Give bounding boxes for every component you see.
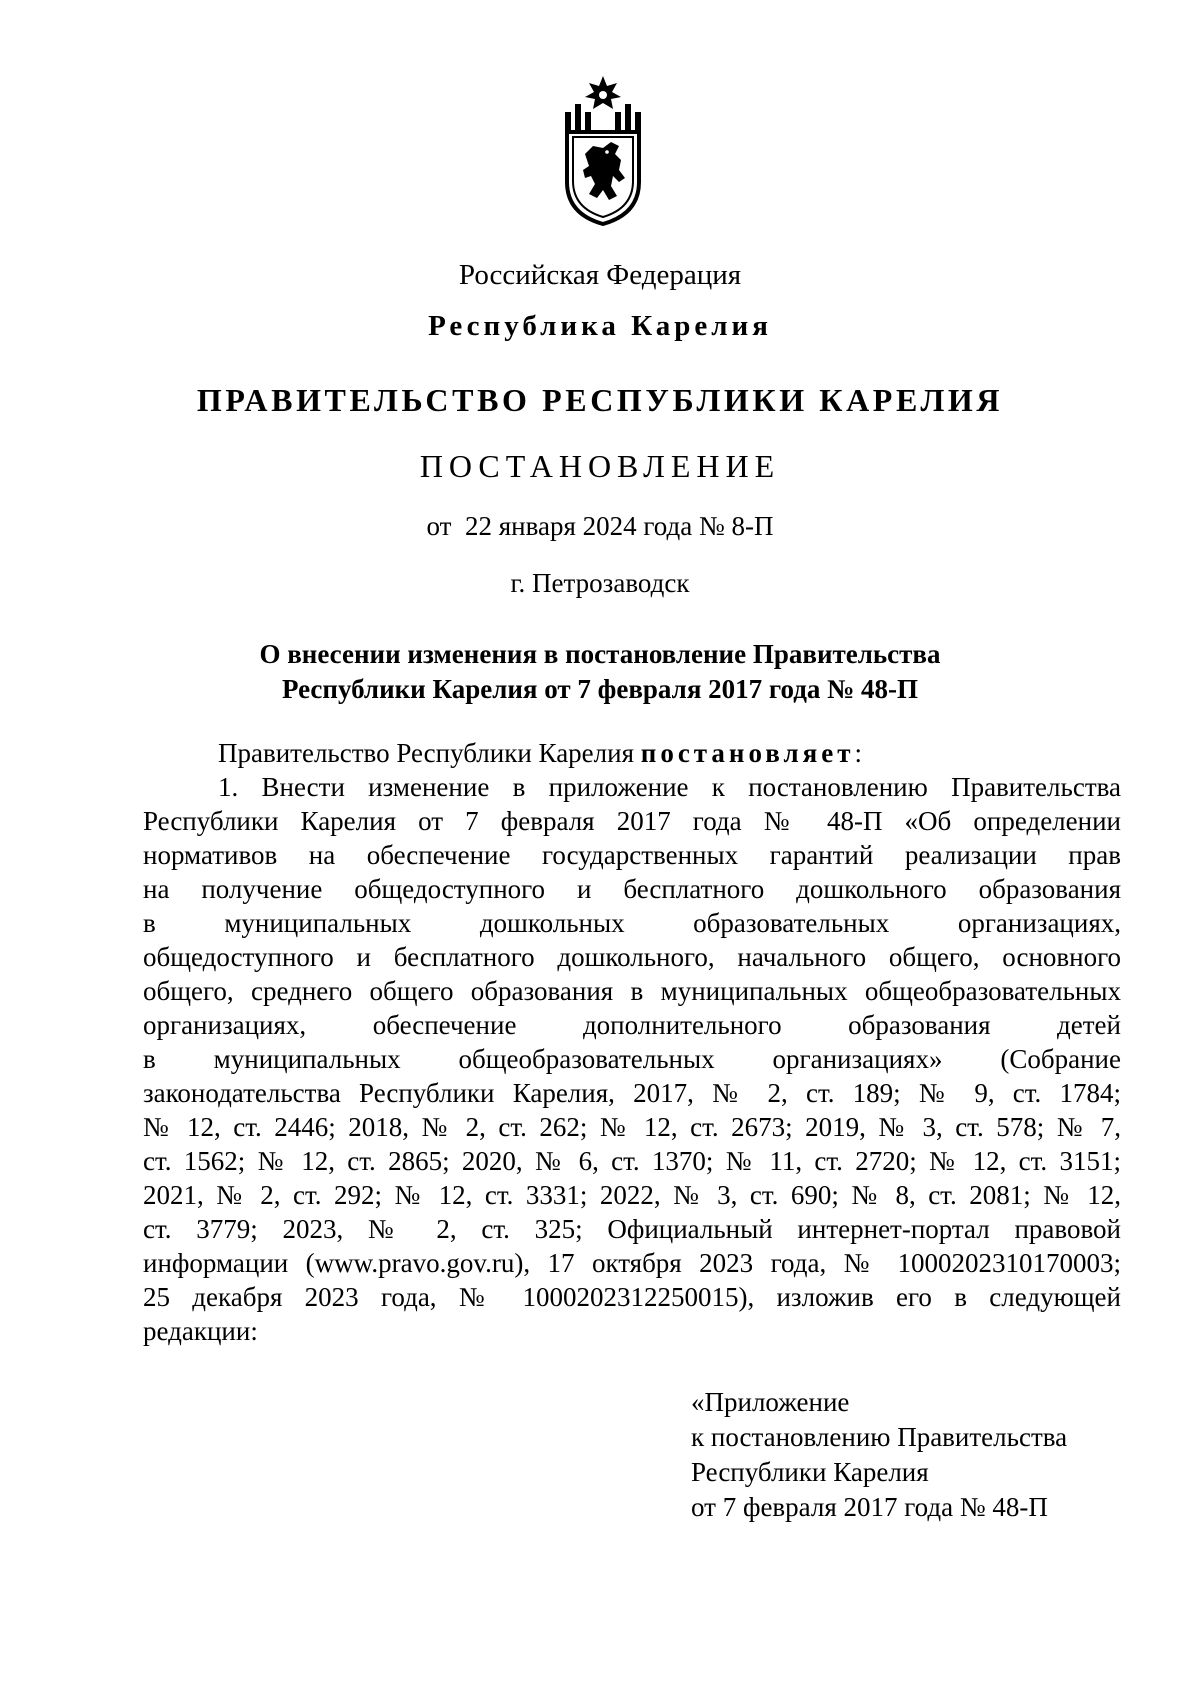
body-line: редакции: [143, 1316, 258, 1346]
appendix-title: «Приложение [691, 1387, 850, 1417]
body-line: ст. 3779; 2023, № 2, ст. 325; Официальный интернет-портал правовой [143, 1214, 1121, 1244]
country-name: Российская Федерация [458, 259, 742, 291]
body-line: 25 декабря 2023 года, № 1000202312250015), изложив его в следующей [143, 1282, 1121, 1312]
star-icon [585, 76, 621, 109]
document-subject-line-1: О внесении изменения в постановление Правительства [259, 639, 941, 669]
coat-of-arms-emblem [563, 74, 643, 227]
appendix-ref-line: к постановлению Правительства [691, 1422, 1068, 1452]
government-name: ПРАВИТЕЛЬСТВО РЕСПУБЛИКИ КАРЕЛИЯ [196, 382, 1004, 418]
body-line: на получение общедоступного и бесплатного дошкольного образования [143, 874, 1121, 904]
body-line: № 12, ст. 2446; 2018, № 2, ст. 262; № 12, ст. 2673; 2019, № 3, ст. 578; № 7, [143, 1112, 1121, 1142]
bear-icon [583, 142, 625, 200]
body-line: ст. 1562; № 12, ст. 2865; 2020, № 6, ст. 1370; № 11, ст. 2720; № 12, ст. 3151; [143, 1146, 1121, 1176]
document-type: ПОСТАНОВЛЕНИЕ [419, 448, 781, 484]
body-line: законодательства Республики Карелия, 2017, № 2, ст. 189; № 9, ст. 1784; [143, 1078, 1121, 1108]
crown-icon [565, 104, 641, 134]
appendix-ref-line: Республики Карелия [691, 1457, 929, 1487]
intro-paragraph [218, 737, 862, 769]
intro-text: Правительство Республики Карелия [218, 738, 641, 768]
body-line: 2021, № 2, ст. 292; № 12, ст. 3331; 2022, № 3, ст. 690; № 8, ст. 2081; № 12, [143, 1180, 1121, 1210]
intro-decree-word: постановляет [640, 738, 855, 768]
body-line: информации (www.pravo.gov.ru), 17 октября 2023 года, № 1000202310170003; [143, 1248, 1121, 1278]
intro-colon: : [854, 738, 863, 768]
document-city: г. Петрозаводск [510, 568, 690, 598]
body-line: общего, среднего общего образования в муниципальных общеобразовательных [143, 976, 1121, 1006]
body-line: в муниципальных общеобразовательных организациях» (Собрание [143, 1044, 1121, 1074]
body-line: нормативов на обеспечение государственных гарантий реализации прав [143, 840, 1121, 870]
republic-name: Республика Карелия [428, 310, 772, 342]
body-line: в муниципальных дошкольных образовательных организациях, [143, 908, 1121, 938]
document-subject-line-2: Республики Карелия от 7 февраля 2017 года № 48-П [281, 674, 919, 704]
document-date-number: от 22 января 2024 года № 8-П [426, 511, 774, 541]
body-line: организациях, обеспечение дополнительного образования детей [143, 1010, 1121, 1040]
body-line: Республики Карелия от 7 февраля 2017 года № 48-П «Об определении [143, 806, 1121, 836]
body-line: общедоступного и бесплатного дошкольного, начального общего, основного [143, 942, 1121, 972]
appendix-ref-line: от 7 февраля 2017 года № 48-П [691, 1492, 1048, 1522]
body-line: 1. Внести изменение в приложение к постановлению Правительства [218, 772, 1121, 802]
